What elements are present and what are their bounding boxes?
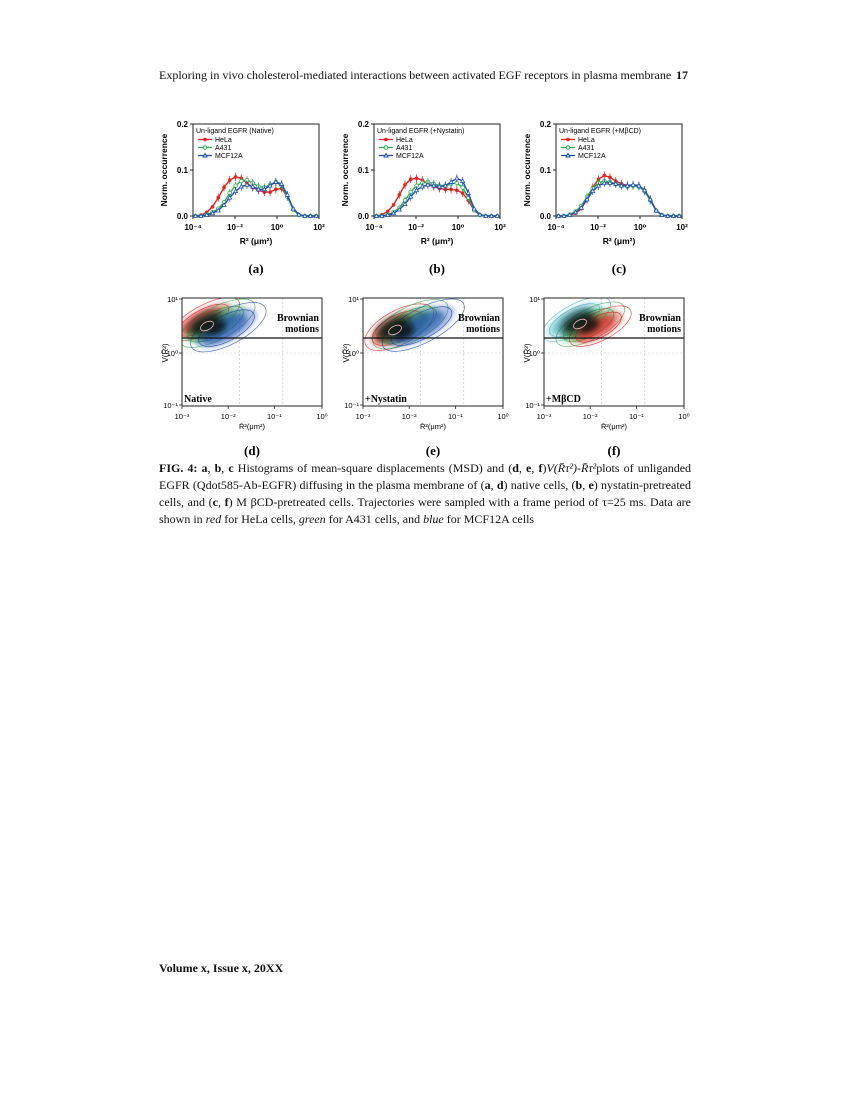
y-tick-label: 10⁻¹ [525,401,540,410]
y-axis-label: V(R̄²) [161,343,170,363]
data-point-hela [234,175,238,179]
data-point-hela [403,183,407,187]
y-axis-label: V(R̄²) [523,343,532,363]
panel-label: (a) [248,261,264,276]
caption-text: for A431 cells, and [325,512,424,526]
y-tick-label: 10¹ [348,295,359,304]
contour-panel-e [342,289,509,458]
data-point-mcf12a [420,185,424,189]
data-point-hela [397,193,401,197]
caption-ref-d: d [496,478,504,492]
x-axis-label: R̄²(μm²) [239,422,265,431]
legend-label: MCF12A [215,153,243,160]
legend-marker [384,154,388,158]
data-point-mcf12a [455,176,459,180]
x-tick-label: 10⁰ [678,412,690,421]
data-point-hela [449,188,453,192]
x-tick-label: 10² [494,223,506,232]
caption-ref-c: c [212,495,218,509]
caption-ref-a: a [201,461,208,475]
x-axis-label: R² (μm²) [239,236,273,246]
y-axis-label: Norm. occurrence [522,133,532,207]
page-number: 17 [676,68,688,82]
y-tick-label: 0.0 [539,212,551,221]
plot-frame [556,124,682,216]
caption-ref-c: c [228,461,234,475]
x-tick-label: 10⁻² [408,223,424,232]
y-tick-label: 10⁰ [166,349,178,358]
plot-frame [193,124,319,216]
caption-ref-b: b [214,461,222,475]
data-point-mcf12a [461,179,465,183]
legend-label: A431 [396,145,413,152]
x-tick-label: 10⁰ [451,223,465,232]
y-tick-label: 0.2 [176,120,188,129]
legend-marker [566,138,570,142]
y-tick-label: 10¹ [529,295,540,304]
y-axis-label: Norm. occurrence [159,133,169,207]
x-tick-label: 10⁻⁴ [547,223,565,232]
caption-ref-f: f [538,461,543,475]
panel-label: (b) [429,261,445,276]
y-tick-label: 0.0 [176,212,188,221]
data-point-hela [409,177,413,181]
x-tick-label: 10⁻⁴ [184,223,202,232]
caption-blue-word: blue [423,512,444,526]
data-point-hela [455,188,459,192]
footer: Volume x, Issue x, 20XX [159,961,284,975]
caption-red-word: red [205,512,222,526]
y-axis-label: Norm. occurrence [340,133,350,207]
x-tick-label: 10⁰ [270,223,284,232]
series-line-hela [376,178,497,216]
brownian-label: Brownian [457,313,500,324]
data-point-mcf12a [625,184,629,188]
histogram-panel-b [340,120,506,276]
caption-text: Histograms of mean-square displacements (MSD) and ( [233,461,513,475]
data-point-a431 [240,179,244,183]
x-tick-label: 10⁻³ [355,412,371,421]
x-tick-label: 10⁻² [220,412,236,421]
histogram-panel-a [159,120,325,276]
legend-label: HeLa [578,137,595,144]
caption-ref-e: e [588,478,594,492]
y-tick-label: 0.0 [357,212,369,221]
x-tick-label: 10⁻³ [536,412,552,421]
data-point-hela [461,191,465,195]
caption-text: ) native cells, ( [503,478,576,492]
data-point-hela [274,188,278,192]
x-axis-label: R² (μm²) [420,236,454,246]
data-point-hela [392,203,396,207]
caption-ref-f: f [224,495,229,509]
y-tick-label: 10⁰ [347,349,359,358]
x-tick-label: 10² [313,223,325,232]
y-tick-label: 0.1 [176,166,188,175]
y-tick-label: 0.2 [357,120,369,129]
legend-title: Un-ligand EGFR (+Nystatin) [377,128,465,135]
caption-ref-a: a [484,478,491,492]
legend-title: Un-ligand EGFR (+MβCD) [559,128,642,135]
treatment-label: +MβCD [546,394,581,405]
data-point-a431 [234,184,238,188]
x-tick-label: 10⁻¹ [266,412,282,421]
legend-marker [203,146,207,150]
x-tick-label: 10⁰ [316,412,328,421]
caption-text: for MCF12A cells [443,512,535,526]
y-tick-label: 0.1 [539,166,551,175]
y-axis-label: V(R̄²) [342,343,351,363]
data-point-hela [603,174,607,178]
x-tick-label: 10⁻³ [174,412,190,421]
data-point-hela [211,205,215,209]
caption-text: ) [542,461,547,475]
treatment-label: +Nystatin [365,394,407,405]
contour-panel-d [161,289,328,458]
contour-panel-f [523,288,690,458]
brownian-label: motions [285,324,319,335]
histogram-panel-c [522,120,688,276]
y-tick-label: 0.2 [539,120,551,129]
y-tick-label: 10⁰ [528,349,540,358]
legend-label: HeLa [215,137,232,144]
data-point-mcf12a [280,182,284,186]
panel-label: (f) [607,443,621,458]
legend-label: MCF12A [578,153,606,160]
treatment-label: Native [184,394,212,405]
figure-caption: FIG. 4: a, b, c Histograms of mean-square displacements (MSD) and (d, e, f)V(R̄τ²)-R̄τ²plots of unliganded EGFR (Qdot585-Ab-EGFR) diffusing in the plasma membrane of (a, d) native cells, (b, e) nystatin-pretreated cells, and (c, f) M βCD-pretreated cells. Trajectories were sampled with a frame period of τ=25 ms. Data are shown in red for HeLa cells, green for A431 cells, and blue for MCF12A cells [159,461,692,526]
data-point-hela [415,176,419,180]
contour-plot-area [536,288,684,406]
legend-marker [384,138,388,142]
data-point-a431 [461,186,465,190]
x-axis-label: R̄²(μm²) [601,422,627,431]
legend-title: Un-ligand EGFR (Native) [196,128,274,135]
x-tick-label: 10⁻² [401,412,417,421]
data-point-hela [222,186,226,190]
legend-marker [203,154,207,158]
data-point-hela [268,190,272,194]
x-axis-label: R² (μm²) [602,236,636,246]
series-line-mcf12a [376,178,497,216]
brownian-label: Brownian [276,313,319,324]
caption-text: ) M βCD-pretreated cells. Trajectories were sampled with a frame period of τ=25 ms. Data are shown in [159,495,691,526]
plot-frame [374,124,500,216]
contour-plot-area [165,289,322,406]
x-tick-label: 10⁻⁴ [365,223,383,232]
x-axis-label: R̄²(μm²) [420,422,446,431]
caption-figure-label: FIG. 4: [159,461,198,475]
series-line-mcf12a [558,183,679,216]
brownian-label: motions [647,324,681,335]
x-tick-label: 10⁰ [497,412,509,421]
panel-label: (d) [244,443,260,458]
x-tick-label: 10⁻² [590,223,606,232]
y-tick-label: 0.1 [357,166,369,175]
caption-ref-e: e [526,461,532,475]
contour-plot-area [358,289,503,406]
legend-marker [384,146,388,150]
data-point-mcf12a [239,185,243,189]
legend-label: HeLa [396,137,413,144]
data-point-mcf12a [637,184,641,188]
y-tick-label: 10¹ [167,295,178,304]
caption-formula: V(R̄τ²)-R̄τ² [546,461,597,475]
y-tick-label: 10⁻¹ [163,401,178,410]
legend-marker [566,146,570,150]
caption-text: for HeLa cells, [221,512,299,526]
panel-label: (c) [611,261,627,276]
x-tick-label: 10⁰ [633,223,647,232]
legend-marker [566,154,570,158]
y-tick-label: 10⁻¹ [344,401,359,410]
legend-marker [203,138,207,142]
x-tick-label: 10⁻² [582,412,598,421]
brownian-label: Brownian [638,313,681,324]
caption-ref-b: b [575,478,583,492]
x-tick-label: 10⁻¹ [628,412,644,421]
panel-label: (e) [425,443,441,458]
x-tick-label: 10⁻² [227,223,243,232]
running-title: Exploring in vivo cholesterol-mediated interactions between activated EGF receptors in plasma membrane [159,68,672,82]
data-point-hela [216,196,220,200]
data-point-mcf12a [251,185,255,189]
series-line-hela [195,177,316,216]
caption-ref-d: d [512,461,519,475]
caption-text: plots of unliganded EGFR (Qdot585-Ab-EGFR) diffusing in the plasma membrane of ( [159,461,692,492]
brownian-label: motions [466,324,500,335]
data-point-mcf12a [631,183,635,187]
data-point-hela [228,178,232,182]
figure-4 [0,0,850,460]
legend-label: A431 [215,145,232,152]
x-tick-label: 10² [676,223,688,232]
caption-green-word: green [298,512,326,526]
legend-label: MCF12A [396,153,424,160]
legend-label: A431 [578,145,595,152]
caption-text: ) nystatin-pretreated cells, and ( [159,478,691,509]
x-tick-label: 10⁻¹ [447,412,463,421]
